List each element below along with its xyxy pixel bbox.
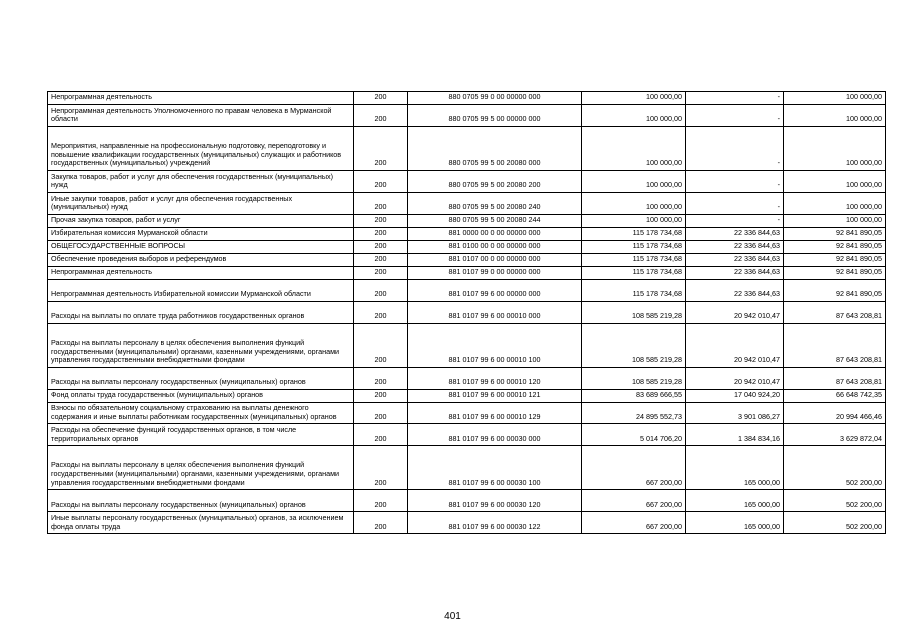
remaining-amount-cell: 87 643 208,81 [784, 324, 886, 368]
table-row [48, 105, 886, 127]
table-row [48, 368, 886, 390]
table-row [48, 424, 886, 446]
budget-classification-code-cell: 881 0107 99 6 00 00010 000 [408, 302, 582, 324]
executed-amount-cell: 22 336 844,63 [686, 228, 784, 241]
expense-name-cell: ОБЩЕГОСУДАРСТВЕННЫЕ ВОПРОСЫ [48, 241, 354, 254]
expense-name-cell: Расходы на обеспечение функций государственных органов, в том числе территориальных органов [48, 424, 354, 446]
budget-classification-code-cell: 880 0705 99 5 00 20080 000 [408, 127, 582, 171]
executed-amount-cell: - [686, 193, 784, 215]
budget-classification-code-cell: 881 0107 99 6 00 00030 122 [408, 512, 582, 534]
budget-classification-code-cell: 880 0705 99 5 00 20080 244 [408, 215, 582, 228]
budget-classification-code-cell: 881 0000 00 0 00 00000 000 [408, 228, 582, 241]
remaining-amount-cell: 502 200,00 [784, 512, 886, 534]
approved-amount-cell: 115 178 734,68 [582, 241, 686, 254]
line-code-cell: 200 [354, 127, 408, 171]
table-row [48, 228, 886, 241]
remaining-amount-cell: 87 643 208,81 [784, 302, 886, 324]
expense-name-cell: Иные выплаты персоналу государственных (муниципальных) органов, за исключением фонда оплаты труда [48, 512, 354, 534]
line-code-cell: 200 [354, 254, 408, 267]
approved-amount-cell: 24 895 552,73 [582, 403, 686, 424]
expense-name-cell: Иные закупки товаров, работ и услуг для обеспечения государственных (муниципальных) нужд [48, 193, 354, 215]
table-row [48, 390, 886, 403]
executed-amount-cell: 22 336 844,63 [686, 280, 784, 302]
approved-amount-cell: 115 178 734,68 [582, 280, 686, 302]
executed-amount-cell: - [686, 105, 784, 127]
expense-name-cell: Избирательная комиссия Мурманской области [48, 228, 354, 241]
remaining-amount-cell: 502 200,00 [784, 490, 886, 512]
executed-amount-cell: - [686, 127, 784, 171]
executed-amount-cell: 165 000,00 [686, 512, 784, 534]
budget-classification-code-cell: 880 0705 99 5 00 20080 240 [408, 193, 582, 215]
expense-name-cell: Расходы на выплаты персоналу государственных (муниципальных) органов [48, 368, 354, 390]
executed-amount-cell: 22 336 844,63 [686, 254, 784, 267]
remaining-amount-cell: 100 000,00 [784, 127, 886, 171]
executed-amount-cell: 22 336 844,63 [686, 241, 784, 254]
line-code-cell: 200 [354, 171, 408, 193]
approved-amount-cell: 667 200,00 [582, 490, 686, 512]
executed-amount-cell: 1 384 834,16 [686, 424, 784, 446]
executed-amount-cell: 165 000,00 [686, 490, 784, 512]
remaining-amount-cell: 100 000,00 [784, 105, 886, 127]
approved-amount-cell: 100 000,00 [582, 92, 686, 105]
approved-amount-cell: 100 000,00 [582, 127, 686, 171]
line-code-cell: 200 [354, 241, 408, 254]
budget-classification-code-cell: 880 0705 99 5 00 20080 200 [408, 171, 582, 193]
table-row [48, 127, 886, 171]
remaining-amount-cell: 100 000,00 [784, 215, 886, 228]
table-row [48, 171, 886, 193]
budget-classification-code-cell: 881 0100 00 0 00 00000 000 [408, 241, 582, 254]
executed-amount-cell: - [686, 215, 784, 228]
table-row [48, 302, 886, 324]
line-code-cell: 200 [354, 512, 408, 534]
remaining-amount-cell: 66 648 742,35 [784, 390, 886, 403]
table-row [48, 92, 886, 105]
expense-name-cell: Обеспечение проведения выборов и референдумов [48, 254, 354, 267]
executed-amount-cell: - [686, 92, 784, 105]
remaining-amount-cell: 502 200,00 [784, 446, 886, 490]
budget-report-sheet [47, 91, 886, 534]
budget-classification-code-cell: 881 0107 99 6 00 00010 120 [408, 368, 582, 390]
remaining-amount-cell: 92 841 890,05 [784, 228, 886, 241]
approved-amount-cell: 115 178 734,68 [582, 254, 686, 267]
table-row [48, 254, 886, 267]
line-code-cell: 200 [354, 324, 408, 368]
approved-amount-cell: 100 000,00 [582, 215, 686, 228]
executed-amount-cell: - [686, 171, 784, 193]
line-code-cell: 200 [354, 267, 408, 280]
table-row [48, 267, 886, 280]
executed-amount-cell: 22 336 844,63 [686, 267, 784, 280]
table-row [48, 280, 886, 302]
executed-amount-cell: 17 040 924,20 [686, 390, 784, 403]
budget-classification-code-cell: 881 0107 99 6 00 00030 000 [408, 424, 582, 446]
remaining-amount-cell: 100 000,00 [784, 193, 886, 215]
line-code-cell: 200 [354, 92, 408, 105]
expense-name-cell: Взносы по обязательному социальному страхованию на выплаты денежного содержания и иные выплаты работникам государственных (муниципальных) органов [48, 403, 354, 424]
approved-amount-cell: 108 585 219,28 [582, 302, 686, 324]
executed-amount-cell: 20 942 010,47 [686, 302, 784, 324]
approved-amount-cell: 100 000,00 [582, 171, 686, 193]
budget-classification-code-cell: 881 0107 99 6 00 00030 100 [408, 446, 582, 490]
budget-classification-code-cell: 880 0705 99 0 00 00000 000 [408, 92, 582, 105]
executed-amount-cell: 165 000,00 [686, 446, 784, 490]
table-row [48, 215, 886, 228]
budget-classification-code-cell: 881 0107 00 0 00 00000 000 [408, 254, 582, 267]
table-row [48, 403, 886, 424]
table-row [48, 512, 886, 534]
remaining-amount-cell: 92 841 890,05 [784, 241, 886, 254]
remaining-amount-cell: 92 841 890,05 [784, 267, 886, 280]
expense-name-cell: Фонд оплаты труда государственных (муниципальных) органов [48, 390, 354, 403]
expense-name-cell: Расходы на выплаты по оплате труда работников государственных органов [48, 302, 354, 324]
approved-amount-cell: 100 000,00 [582, 193, 686, 215]
expense-name-cell: Непрограммная деятельность Избирательной комиссии Мурманской области [48, 280, 354, 302]
line-code-cell: 200 [354, 390, 408, 403]
executed-amount-cell: 20 942 010,47 [686, 368, 784, 390]
approved-amount-cell: 5 014 706,20 [582, 424, 686, 446]
table-row [48, 193, 886, 215]
budget-classification-code-cell: 881 0107 99 6 00 00010 121 [408, 390, 582, 403]
line-code-cell: 200 [354, 403, 408, 424]
expense-name-cell: Расходы на выплаты персоналу в целях обеспечения выполнения функций государственными (муниципальными) органами, казенными учреждениями, органами управления государственными внебюджетными фондами [48, 446, 354, 490]
approved-amount-cell: 83 689 666,55 [582, 390, 686, 403]
expense-name-cell: Непрограммная деятельность [48, 267, 354, 280]
line-code-cell: 200 [354, 490, 408, 512]
budget-table [47, 91, 886, 534]
line-code-cell: 200 [354, 228, 408, 241]
executed-amount-cell: 20 942 010,47 [686, 324, 784, 368]
expense-name-cell: Закупка товаров, работ и услуг для обеспечения государственных (муниципальных) нужд [48, 171, 354, 193]
expense-name-cell: Расходы на выплаты персоналу в целях обеспечения выполнения функций государственными (муниципальными) органами, казенными учреждениями, органами управления государственными внебюджетными фондами [48, 324, 354, 368]
approved-amount-cell: 108 585 219,28 [582, 324, 686, 368]
approved-amount-cell: 115 178 734,68 [582, 228, 686, 241]
remaining-amount-cell: 20 994 466,46 [784, 403, 886, 424]
table-row [48, 490, 886, 512]
expense-name-cell: Расходы на выплаты персоналу государственных (муниципальных) органов [48, 490, 354, 512]
expense-name-cell: Непрограммная деятельность [48, 92, 354, 105]
approved-amount-cell: 667 200,00 [582, 446, 686, 490]
budget-classification-code-cell: 881 0107 99 6 00 00000 000 [408, 280, 582, 302]
remaining-amount-cell: 100 000,00 [784, 92, 886, 105]
line-code-cell: 200 [354, 280, 408, 302]
page-number: 401 [444, 611, 461, 622]
remaining-amount-cell: 92 841 890,05 [784, 254, 886, 267]
budget-table-body [48, 92, 886, 534]
line-code-cell: 200 [354, 215, 408, 228]
expense-name-cell: Непрограммная деятельность Уполномоченного по правам человека в Мурманской области [48, 105, 354, 127]
remaining-amount-cell: 3 629 872,04 [784, 424, 886, 446]
budget-classification-code-cell: 881 0107 99 6 00 00030 120 [408, 490, 582, 512]
approved-amount-cell: 115 178 734,68 [582, 267, 686, 280]
table-row [48, 446, 886, 490]
expense-name-cell: Прочая закупка товаров, работ и услуг [48, 215, 354, 228]
budget-classification-code-cell: 881 0107 99 6 00 00010 129 [408, 403, 582, 424]
budget-classification-code-cell: 880 0705 99 5 00 00000 000 [408, 105, 582, 127]
approved-amount-cell: 100 000,00 [582, 105, 686, 127]
table-row [48, 324, 886, 368]
line-code-cell: 200 [354, 424, 408, 446]
remaining-amount-cell: 92 841 890,05 [784, 280, 886, 302]
budget-classification-code-cell: 881 0107 99 0 00 00000 000 [408, 267, 582, 280]
line-code-cell: 200 [354, 302, 408, 324]
remaining-amount-cell: 87 643 208,81 [784, 368, 886, 390]
approved-amount-cell: 108 585 219,28 [582, 368, 686, 390]
expense-name-cell: Мероприятия, направленные на профессиональную подготовку, переподготовку и повышение квалификации государственных (муниципальных) служащих и работников государственных (муниципальных) учреждений [48, 127, 354, 171]
line-code-cell: 200 [354, 105, 408, 127]
executed-amount-cell: 3 901 086,27 [686, 403, 784, 424]
approved-amount-cell: 667 200,00 [582, 512, 686, 534]
line-code-cell: 200 [354, 368, 408, 390]
remaining-amount-cell: 100 000,00 [784, 171, 886, 193]
budget-classification-code-cell: 881 0107 99 6 00 00010 100 [408, 324, 582, 368]
line-code-cell: 200 [354, 446, 408, 490]
table-row [48, 241, 886, 254]
line-code-cell: 200 [354, 193, 408, 215]
